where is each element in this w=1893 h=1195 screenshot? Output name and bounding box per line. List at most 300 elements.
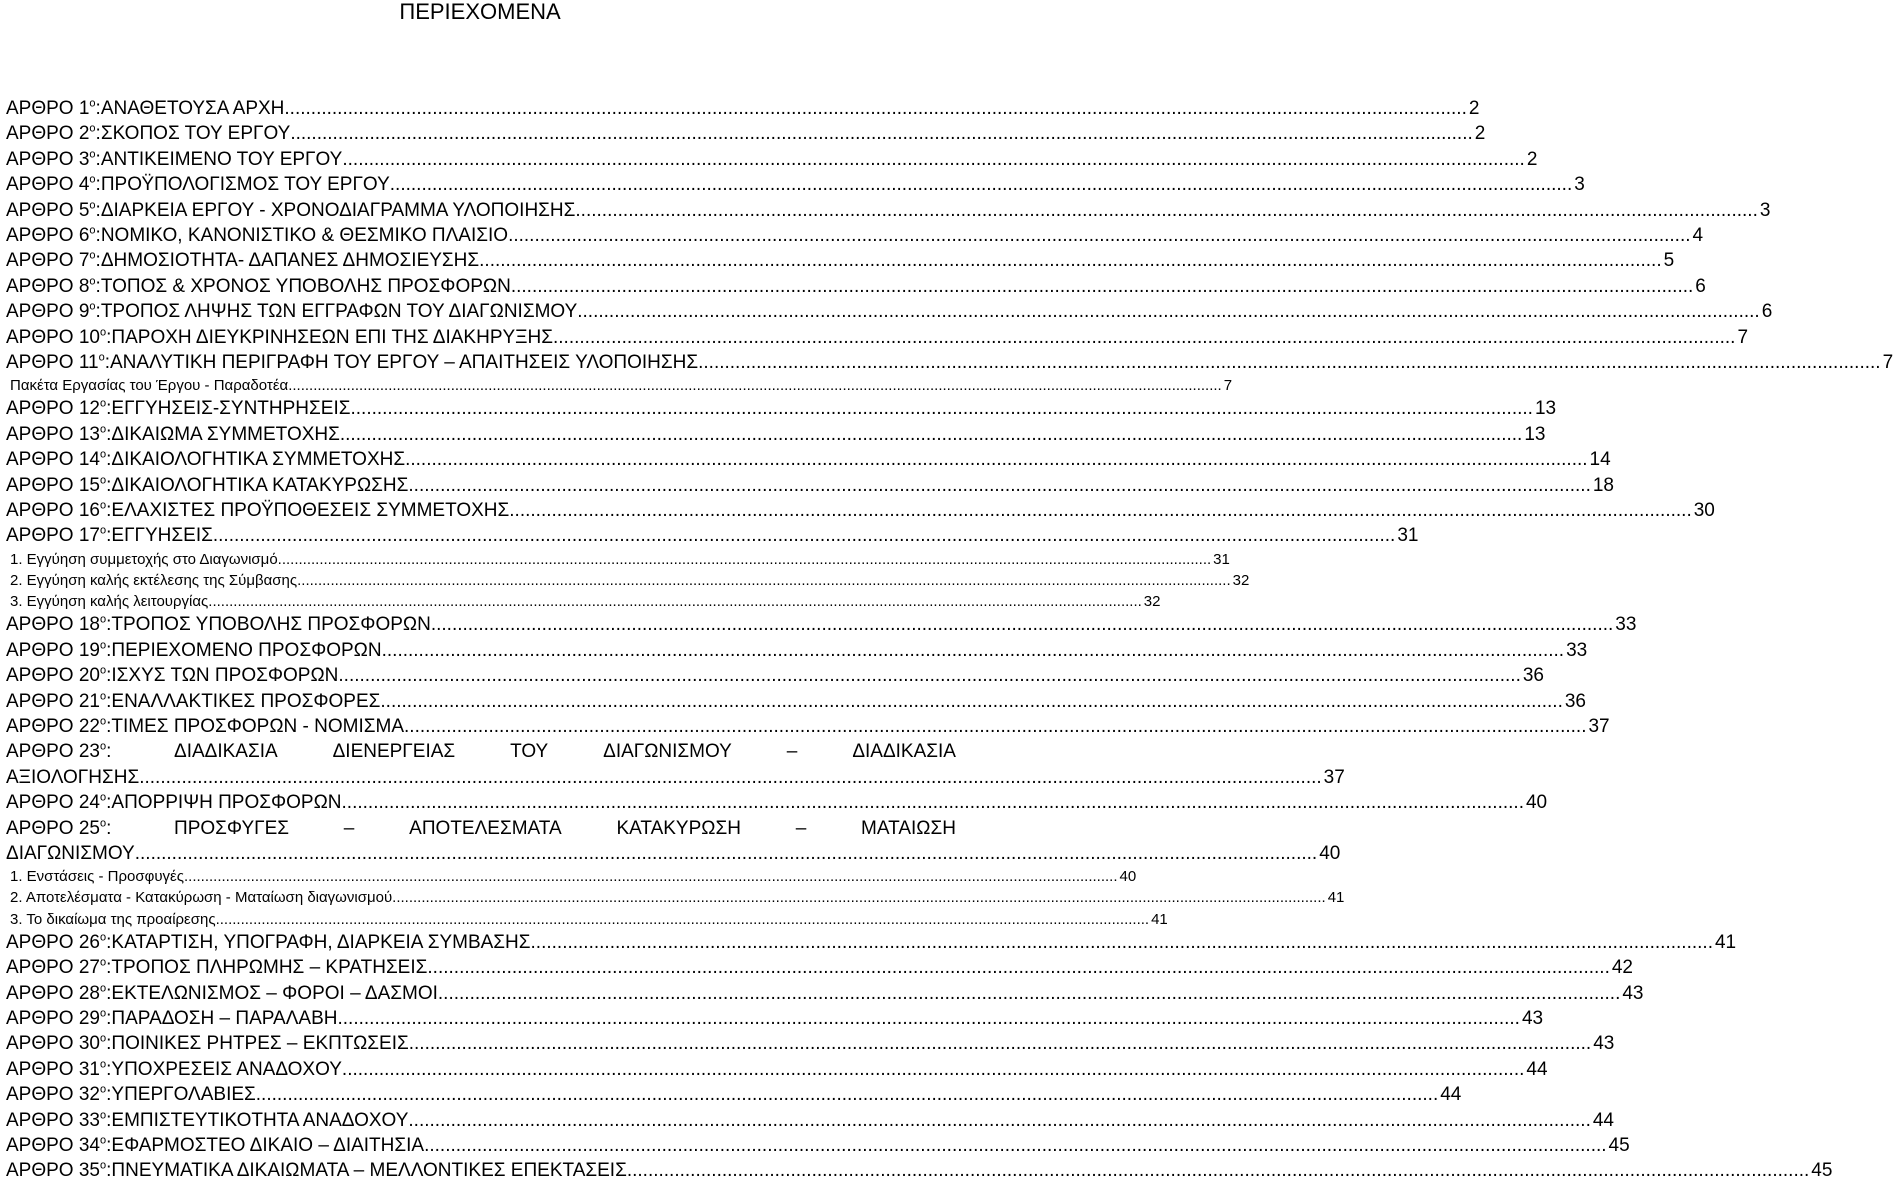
article-separator: : (95, 224, 101, 246)
page-number: 43 (1593, 1033, 1615, 1055)
article-label: ΑΡΘΡΟ 12 (6, 398, 100, 420)
table-of-contents (6, 96, 1893, 1184)
ordinal-suffix: ο (100, 1160, 107, 1173)
dot-leader (256, 1082, 1438, 1107)
article-separator: : (106, 326, 112, 348)
entry-title: ΕΛΑΧΙΣΤΕΣ ΠΡΟΫΠΟΘΕΣΕΙΣ ΣΥΜΜΕΤΟΧΗΣ (111, 500, 510, 522)
toc-subentry[interactable] (6, 549, 1230, 570)
ordinal-suffix: ο (100, 525, 107, 538)
entry-title-word: – (795, 817, 807, 839)
entry-title: ΠΕΡΙΕΧΟΜΕΝΟ ΠΡΟΣΦΟΡΩΝ (111, 639, 382, 661)
toc-entry[interactable] (6, 1158, 1833, 1183)
dot-leader (409, 1031, 1591, 1056)
article-label: ΑΡΘΡΟ 15 (6, 474, 100, 496)
dot-leader (342, 790, 1524, 815)
ordinal-suffix: ο (89, 123, 96, 136)
article-separator: : (106, 1084, 112, 1106)
entry-title-word: ΤΟΥ (510, 741, 549, 763)
ordinal-suffix: ο (98, 351, 105, 364)
article-label: ΑΡΘΡΟ 16 (6, 500, 100, 522)
dot-leader (290, 121, 1472, 146)
ordinal-suffix: ο (100, 1033, 107, 1046)
article-separator: : (95, 123, 101, 145)
article-number (6, 689, 111, 714)
dot-leader (382, 638, 1564, 663)
entry-title: ΕΓΓΥΗΣΕΙΣ-ΣΥΝΤΗΡΗΣΕΙΣ (111, 398, 351, 420)
ordinal-suffix: ο (100, 664, 107, 677)
page-number: 44 (1440, 1084, 1462, 1106)
article-label: ΑΡΘΡΟ 26 (6, 931, 100, 953)
toc-entry[interactable] (6, 473, 1614, 498)
toc-entry[interactable] (6, 147, 1538, 172)
entry-title: ΔΙΚΑΙΟΛΟΓΗΤΙΚΑ ΣΥΜΜΕΤΟΧΗΣ (111, 449, 406, 471)
article-number (6, 473, 111, 498)
article-label: ΑΡΘΡΟ 5 (6, 199, 90, 221)
article-number (6, 299, 101, 324)
entry-title-word: ΚΑΤΑΚΥΡΩΣΗ (616, 817, 741, 839)
toc-entry-continuation[interactable] (6, 841, 1341, 866)
entry-title: ΔΙΚΑΙΩΜΑ ΣΥΜΜΕΤΟΧΗΣ (111, 423, 340, 445)
toc-entry[interactable] (6, 121, 1486, 146)
ordinal-suffix: ο (100, 741, 107, 754)
toc-entry[interactable] (6, 663, 1544, 688)
entry-title: ΝΟΜΙΚΟ, ΚΑΝΟΝΙΣΤΙΚΟ & ΘΕΣΜΙΚΟ ΠΛΑΙΣΙΟ (100, 224, 509, 246)
dot-leader (139, 765, 1321, 790)
dot-leader (698, 350, 1880, 375)
article-number (6, 422, 111, 447)
entry-title-line (174, 739, 956, 764)
entry-title: ΤΙΜΕΣ ΠΡΟΣΦΟΡΩΝ - ΝΟΜΙΣΜΑ (111, 715, 405, 737)
dot-leader (553, 325, 1735, 350)
ordinal-suffix: ο (100, 1134, 107, 1147)
toc-entry[interactable] (6, 790, 1548, 815)
article-number (6, 96, 101, 121)
page-number: 3 (1759, 199, 1771, 221)
article-number (6, 198, 101, 223)
page-number: 44 (1592, 1109, 1614, 1131)
toc-entry[interactable] (6, 325, 1749, 350)
page-number: 13 (1534, 398, 1557, 420)
entry-title: ΕΝΑΛΛΑΚΤΙΚΕΣ ΠΡΟΣΦΟΡΕΣ (111, 690, 381, 712)
entry-title: ΑΠΟΡΡΙΨΗ ΠΡΟΣΦΟΡΩΝ (111, 792, 342, 814)
toc-entry-continuation[interactable] (6, 765, 1345, 790)
toc-subentry[interactable] (6, 866, 1137, 887)
article-number (6, 447, 111, 472)
dot-leader (380, 689, 1562, 714)
toc-entry[interactable] (6, 498, 1715, 523)
page-number: 2 (1474, 123, 1486, 145)
article-number (6, 816, 174, 841)
article-number (6, 498, 111, 523)
entry-title: ΔΙΑΡΚΕΙΑ ΕΡΓΟΥ - ΧΡΟΝΟΔΙΑΓΡΑΜΜΑ ΥΛΟΠΟΙΗΣΗΣ (100, 199, 576, 221)
dot-leader (135, 841, 1317, 866)
ordinal-suffix: ο (100, 1058, 107, 1071)
ordinal-suffix: ο (89, 250, 96, 263)
page-number: 14 (1589, 449, 1611, 471)
article-label: ΑΡΘΡΟ 30 (6, 1033, 100, 1055)
page-number: 40 (1119, 868, 1137, 886)
entry-title: 1. Ενστάσεις - Προσφυγές (10, 868, 184, 886)
entry-title-word: ΠΡΟΣΦΥΓΕΣ (174, 817, 290, 839)
article-label: ΑΡΘΡΟ 34 (6, 1134, 100, 1156)
dot-leader (575, 198, 1757, 223)
ordinal-suffix: ο (89, 199, 96, 212)
article-number (6, 121, 101, 146)
ordinal-suffix: ο (100, 715, 107, 728)
page-number: 41 (1151, 910, 1168, 928)
toc-entry[interactable] (6, 981, 1644, 1006)
article-separator: : (106, 665, 112, 687)
toc-entry[interactable] (6, 96, 1480, 121)
page-number: 7 (1223, 377, 1233, 395)
article-separator: : (95, 148, 101, 170)
article-number (6, 790, 111, 815)
entry-title: ΕΚΤΕΛΩΝΙΣΜΟΣ – ΦΟΡΟΙ – ΔΑΣΜΟΙ (111, 982, 438, 1004)
entry-title: ΠΑΡΑΔΟΣΗ – ΠΑΡΑΛΑΒΗ (111, 1008, 338, 1030)
ordinal-suffix: ο (100, 398, 107, 411)
article-label: ΑΡΘΡΟ 1 (6, 98, 90, 119)
entry-title: ΑΝΤΙΚΕΙΜΕΝΟ ΤΟΥ ΕΡΓΟΥ (100, 148, 343, 170)
dot-leader (338, 663, 1520, 688)
toc-entry[interactable] (6, 299, 1773, 324)
toc-subentry[interactable] (6, 887, 1345, 908)
article-label: ΑΡΘΡΟ 10 (6, 326, 100, 348)
toc-entry[interactable] (6, 1057, 1548, 1082)
dot-leader (213, 523, 1395, 548)
article-number (6, 612, 111, 637)
page-number: 43 (1622, 982, 1644, 1004)
entry-title: ΤΟΠΟΣ & ΧΡΟΝΟΣ ΥΠΟΒΟΛΗΣ ΠΡΟΣΦΟΡΩΝ (100, 275, 511, 297)
entry-title-word: ΑΠΟΤΕΛΕΣΜΑΤΑ (409, 817, 562, 839)
dot-leader (479, 248, 1661, 273)
dot-leader (424, 1133, 1606, 1158)
toc-entry[interactable] (6, 638, 1588, 663)
dot-leader (338, 1006, 1520, 1031)
toc-entry[interactable] (6, 223, 1704, 248)
toc-entry[interactable] (6, 1031, 1615, 1056)
article-number (6, 172, 101, 197)
toc-entry[interactable] (6, 714, 1610, 739)
entry-title-word: – (343, 817, 355, 839)
entry-title: ΕΜΠΙΣΤΕΥΤΙΚΟΤΗΤΑ ΑΝΑΔΟΧΟΥ (111, 1109, 409, 1131)
article-label: ΑΡΘΡΟ 17 (6, 525, 100, 547)
toc-entry[interactable] (6, 1082, 1462, 1107)
article-label: ΑΡΘΡΟ 22 (6, 715, 100, 737)
entry-title: ΑΞΙΟΛΟΓΗΣΗΣ (6, 766, 140, 788)
article-separator: : (106, 614, 112, 636)
article-number (6, 274, 101, 299)
entry-title: ΑΝΑΛΥΤΙΚΗ ΠΕΡΙΓΡΑΦΗ ΤΟΥ ΕΡΓΟΥ – ΑΠΑΙΤΗΣΕΙΣ ΥΛΟΠΟΙΗΣΗΣ (110, 351, 699, 373)
article-separator: : (106, 1134, 112, 1156)
article-label: ΑΡΘΡΟ 35 (6, 1160, 100, 1182)
page-number: 7 (1737, 326, 1749, 348)
article-label: ΑΡΘΡΟ 32 (6, 1084, 100, 1106)
entry-title: 2. Εγγύηση καλής εκτέλεσης της Σύμβασης (10, 572, 298, 590)
dot-leader (392, 887, 1326, 908)
article-number (6, 1133, 111, 1158)
ordinal-suffix: ο (89, 97, 96, 110)
entry-title: 2. Αποτελέσματα - Κατακύρωση - Ματαίωση διαγωνισμού (10, 889, 393, 907)
entry-title: ΥΠΟΧΡΕΣΕΙΣ ΑΝΑΔΟΧΟΥ (111, 1058, 342, 1080)
article-separator: : (106, 525, 112, 547)
toc-entry[interactable] (6, 396, 1557, 421)
page-number: 4 (1692, 224, 1704, 246)
ordinal-suffix: ο (89, 300, 96, 313)
entry-title: ΠΡΟΫΠΟΛΟΓΙΣΜΟΣ ΤΟΥ ΕΡΓΟΥ (100, 174, 390, 196)
ordinal-suffix: ο (100, 690, 107, 703)
ordinal-suffix: ο (89, 148, 96, 161)
toc-entry[interactable] (6, 523, 1419, 548)
page-number: 45 (1608, 1134, 1630, 1156)
article-number (6, 396, 111, 421)
toc-entry[interactable] (6, 422, 1546, 447)
dot-leader (208, 591, 1142, 612)
article-label: ΑΡΘΡΟ 11 (6, 351, 99, 373)
toc-entry[interactable] (6, 248, 1675, 273)
article-label: ΑΡΘΡΟ 9 (6, 301, 90, 323)
page-number: 2 (1526, 148, 1538, 170)
article-separator: : (106, 792, 112, 814)
article-separator: : (106, 741, 112, 763)
article-label: ΑΡΘΡΟ 13 (6, 423, 100, 445)
page-number: 3 (1574, 174, 1585, 196)
ordinal-suffix: ο (100, 956, 107, 969)
article-label: ΑΡΘΡΟ 6 (6, 224, 90, 246)
entry-title: ΤΡΟΠΟΣ ΥΠΟΒΟΛΗΣ ΠΡΟΣΦΟΡΩΝ (111, 614, 431, 636)
ordinal-suffix: ο (100, 1007, 107, 1020)
page-number: 41 (1714, 931, 1737, 953)
article-number (6, 714, 111, 739)
toc-entry[interactable] (6, 1006, 1544, 1031)
dot-leader (531, 930, 1713, 955)
entry-title: 3. Το δικαίωμα της προαίρεσης (10, 910, 216, 928)
article-separator: : (106, 423, 112, 445)
entry-title: ΠΝΕΥΜΑΤΙΚΑ ΔΙΚΑΙΩΜΑΤΑ – ΜΕΛΛΟΝΤΙΚΕΣ ΕΠΕΚΤΑΣΕΙΣ (111, 1160, 627, 1182)
entry-title-word: ΔΙΕΝΕΡΓΕΙΑΣ (332, 741, 456, 763)
ordinal-suffix: ο (100, 474, 107, 487)
ordinal-suffix: ο (89, 275, 96, 288)
page-number: 30 (1693, 500, 1715, 522)
entry-title: 1. Εγγύηση συμμετοχής στο Διαγωνισμό (10, 550, 278, 568)
article-separator: : (106, 931, 112, 953)
ordinal-suffix: ο (100, 1083, 107, 1096)
toc-entry[interactable] (6, 1108, 1614, 1133)
entry-title: ΔΗΜΟΣΙΟΤΗΤΑ- ΔΑΠΑΝΕΣ ΔΗΜΟΣΙΕΥΣΗΣ (100, 250, 480, 272)
article-number (6, 248, 101, 273)
article-number (6, 1031, 111, 1056)
page-number: 42 (1611, 957, 1633, 979)
page-number: 37 (1588, 715, 1610, 737)
ordinal-suffix: ο (100, 817, 107, 830)
toc-entry[interactable] (6, 612, 1637, 637)
dot-leader (340, 422, 1522, 447)
entry-title: ΑΝΑΘΕΤΟΥΣΑ ΑΡΧΗ (100, 98, 285, 119)
article-separator: : (95, 275, 101, 297)
toc-entry[interactable] (6, 955, 1633, 980)
dot-leader (288, 375, 1222, 396)
article-number (6, 223, 101, 248)
page-number: 6 (1695, 275, 1706, 297)
toc-entry[interactable] (6, 930, 1737, 955)
page-title: ΠΕΡΙΕΧΟΜΕΝΑ (399, 0, 561, 24)
toc-entry[interactable] (6, 689, 1586, 714)
article-separator: : (104, 351, 110, 373)
article-label: ΑΡΘΡΟ 19 (6, 639, 100, 661)
article-number (6, 638, 111, 663)
dot-leader (509, 498, 1691, 523)
dot-leader (342, 1057, 1524, 1082)
entry-title: ΠΟΙΝΙΚΕΣ ΡΗΤΡΕΣ – ΕΚΠΤΩΣΕΙΣ (111, 1033, 409, 1055)
page-number: 32 (1232, 572, 1250, 590)
dot-leader (284, 96, 1466, 121)
ordinal-suffix: ο (89, 173, 96, 186)
dot-leader (405, 447, 1587, 472)
dot-leader (508, 223, 1690, 248)
toc-subentry[interactable] (6, 591, 1161, 612)
article-separator: : (106, 639, 112, 661)
article-separator: : (106, 982, 112, 1004)
dot-leader (278, 549, 1212, 570)
article-number (6, 739, 174, 764)
page-number: 43 (1521, 1008, 1544, 1030)
entry-title: ΚΑΤΑΡΤΙΣΗ, ΥΠΟΓΡΑΦΗ, ΔΙΑΡΚΕΙΑ ΣΥΜΒΑΣΗΣ (111, 931, 531, 953)
entry-title-word: ΔΙΑΔΙΚΑΣΙΑ (174, 741, 278, 763)
article-number (6, 1108, 111, 1133)
article-number (6, 1158, 111, 1183)
page-number: 41 (1327, 889, 1345, 907)
ordinal-suffix: ο (100, 982, 107, 995)
ordinal-suffix: ο (100, 448, 107, 461)
page-number: 33 (1615, 614, 1637, 636)
article-number (6, 981, 111, 1006)
article-number (6, 1057, 111, 1082)
entry-title: Πακέτα Εργασίας του Έργου - Παραδοτέα (10, 377, 289, 395)
article-label: ΑΡΘΡΟ 27 (6, 957, 100, 979)
toc-subentry[interactable] (6, 909, 1168, 930)
ordinal-suffix: ο (100, 791, 107, 804)
dot-leader (627, 1158, 1809, 1183)
article-label: ΑΡΘΡΟ 28 (6, 982, 100, 1004)
entry-title-line (174, 816, 956, 841)
article-label: ΑΡΘΡΟ 4 (6, 174, 90, 196)
toc-entry[interactable] (6, 816, 956, 841)
dot-leader (511, 274, 1693, 299)
entry-title: ΔΙΚΑΙΟΛΟΓΗΤΙΚΑ ΚΑΤΑΚΥΡΩΣΗΣ (111, 474, 409, 496)
page-number: 31 (1397, 525, 1419, 547)
entry-title: ΠΑΡΟΧΗ ΔΙΕΥΚΡΙΝΗΣΕΩΝ ΕΠΙ ΤΗΣ ΔΙΑΚΗΡΥΞΗΣ (111, 326, 553, 348)
article-label: ΑΡΘΡΟ 2 (6, 123, 90, 145)
article-label: ΑΡΘΡΟ 29 (6, 1008, 100, 1030)
article-label: ΑΡΘΡΟ 14 (6, 449, 100, 471)
page-number: 44 (1526, 1058, 1548, 1080)
dot-leader (404, 714, 1586, 739)
entry-title: ΕΓΓΥΗΣΕΙΣ (111, 525, 213, 547)
toc-entry[interactable] (6, 1133, 1630, 1158)
article-number (6, 663, 111, 688)
article-separator: : (106, 1058, 112, 1080)
toc-entry[interactable] (6, 739, 956, 764)
page-number: 13 (1524, 423, 1546, 445)
article-number (6, 955, 111, 980)
page-number: 45 (1811, 1160, 1833, 1182)
dot-leader (342, 147, 1524, 172)
toc-subentry[interactable] (6, 375, 1233, 396)
entry-title: 3. Εγγύηση καλής λειτουργίας (10, 593, 209, 611)
article-separator: : (106, 1160, 112, 1182)
article-number (6, 350, 110, 375)
page-number: 18 (1592, 474, 1614, 496)
toc-entry[interactable] (6, 198, 1771, 223)
dot-leader (408, 1108, 1590, 1133)
article-label: ΑΡΘΡΟ 21 (6, 690, 100, 712)
article-separator: : (106, 500, 112, 522)
entry-title: ΥΠΕΡΓΟΛΑΒΙΕΣ (111, 1084, 256, 1106)
entry-title: ΕΦΑΡΜΟΣΤΕΟ ΔΙΚΑΙΟ – ΔΙΑΙΤΗΣΙΑ (111, 1134, 425, 1156)
dot-leader (390, 172, 1572, 197)
toc-subentry[interactable] (6, 570, 1250, 591)
article-number (6, 930, 111, 955)
page-number: 36 (1522, 665, 1544, 687)
toc-entry[interactable] (6, 350, 1893, 375)
dot-leader (438, 981, 1620, 1006)
ordinal-suffix: ο (100, 326, 107, 339)
page-number: 7 (1882, 351, 1893, 373)
article-separator: : (106, 690, 112, 712)
dot-leader (350, 396, 1532, 421)
article-separator: : (95, 250, 101, 272)
article-separator: : (95, 174, 101, 196)
entry-title-word: ΔΙΑΔΙΚΑΣΙΑ (852, 741, 956, 763)
article-separator: : (106, 398, 112, 420)
article-label: ΑΡΘΡΟ 18 (6, 614, 100, 636)
page-number: 6 (1761, 301, 1773, 323)
page-number: 36 (1564, 690, 1586, 712)
article-label: ΑΡΘΡΟ 23 (6, 741, 100, 763)
entry-title: ΤΡΟΠΟΣ ΠΛΗΡΩΜΗΣ – ΚΡΑΤΗΣΕΙΣ (111, 957, 428, 979)
article-number (6, 147, 101, 172)
article-label: ΑΡΘΡΟ 24 (6, 792, 100, 814)
dot-leader (577, 299, 1759, 324)
entry-title: ΔΙΑΓΩΝΙΣΜΟΥ (6, 842, 135, 864)
dot-leader (408, 473, 1590, 498)
ordinal-suffix: ο (100, 639, 107, 652)
article-separator: : (106, 715, 112, 737)
page-number: 37 (1323, 766, 1345, 788)
article-label: ΑΡΘΡΟ 7 (6, 250, 90, 272)
page-number: 31 (1213, 550, 1230, 568)
article-label: ΑΡΘΡΟ 3 (6, 148, 90, 170)
page-number: 40 (1525, 792, 1548, 814)
article-number (6, 1006, 111, 1031)
page-number: 32 (1143, 593, 1161, 611)
article-separator: : (106, 1008, 112, 1030)
article-separator: : (106, 1033, 112, 1055)
toc-entry[interactable] (6, 172, 1585, 197)
article-number (6, 325, 111, 350)
ordinal-suffix: ο (100, 1109, 107, 1122)
ordinal-suffix: ο (100, 931, 107, 944)
entry-title-word: ΜΑΤΑΙΩΣΗ (861, 817, 956, 839)
article-label: ΑΡΘΡΟ 8 (6, 275, 90, 297)
ordinal-suffix: ο (100, 614, 107, 627)
entry-title: ΤΡΟΠΟΣ ΛΗΨΗΣ ΤΩΝ ΕΓΓΡΑΦΩΝ ΤΟΥ ΔΙΑΓΩΝΙΣΜΟΥ (100, 301, 578, 323)
article-separator: : (106, 957, 112, 979)
toc-entry[interactable] (6, 447, 1611, 472)
article-separator: : (106, 1109, 112, 1131)
toc-entry[interactable] (6, 274, 1706, 299)
ordinal-suffix: ο (100, 499, 107, 512)
dot-leader (297, 570, 1231, 591)
